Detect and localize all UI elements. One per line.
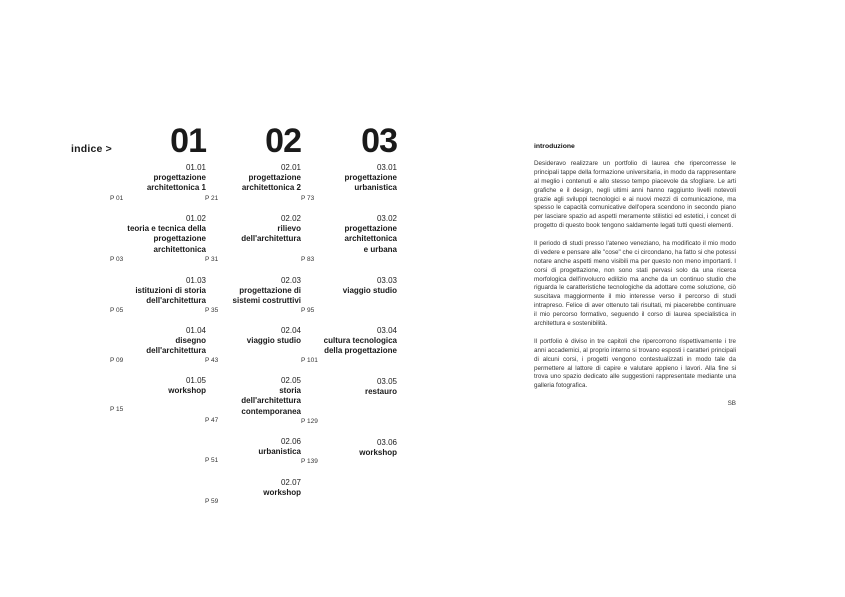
entry-number: 01.04 <box>185 326 206 335</box>
index-entry[interactable] <box>301 377 397 425</box>
entry-page: P 73 <box>301 195 315 202</box>
entry-title: istituzioni di storia dell'architettura <box>135 286 206 306</box>
entry-page: P 31 <box>205 256 219 263</box>
introduction-heading: introduzione <box>534 143 575 150</box>
entry-number: 02.02 <box>280 214 301 223</box>
entry-title: viaggio studio <box>246 336 301 345</box>
index-entry[interactable] <box>110 276 206 314</box>
entry-page: P 01 <box>110 195 124 202</box>
entry-title: progettazione urbanistica <box>344 173 397 193</box>
index-entry[interactable] <box>205 376 301 424</box>
introduction-section <box>534 143 736 409</box>
signature: SB <box>727 400 736 408</box>
entry-title: progettazione architettonica e urbana <box>344 224 397 254</box>
entry-title: rilievo dell'architettura <box>241 224 301 244</box>
entry-title: workshop <box>263 488 301 497</box>
entry-page: P 43 <box>205 357 219 364</box>
entry-number: 03.01 <box>376 163 397 172</box>
chapter-column-01 <box>110 0 206 597</box>
entry-number: 02.07 <box>280 478 301 487</box>
entry-page: P 59 <box>205 498 219 505</box>
entry-number: 03.03 <box>376 276 397 285</box>
entry-title: workshop <box>359 448 397 457</box>
entry-page: P 03 <box>110 256 124 263</box>
entry-number: 02.01 <box>280 163 301 172</box>
index-entry[interactable] <box>301 326 397 364</box>
entry-number: 02.06 <box>280 437 301 446</box>
index-entry[interactable] <box>205 214 301 263</box>
entry-number: 02.03 <box>280 276 301 285</box>
introduction-paragraph: Il portfolio è diviso in tre capitoli che ripercorrono rispettivamente i tre anni accademici, al proprio interno si trovano esposti i caratteri principali di alcuni corsi, i progetti vengono contestualizzati in modo tale da permettere al lattore di capire e valutare appieno i lavori. Alla fine si trova uno spazio dedicato alle suggestioni rappresentate mediante una galleria fotografica. <box>534 337 736 390</box>
entry-title: workshop <box>168 386 206 395</box>
entry-number: 01.05 <box>185 376 206 385</box>
chapter-number: 02 <box>265 122 301 160</box>
entry-number: 02.05 <box>280 376 301 385</box>
entry-page: P 05 <box>110 307 124 314</box>
entry-page: P 21 <box>205 195 219 202</box>
entry-page: P 47 <box>205 417 219 424</box>
index-entry[interactable] <box>110 326 206 364</box>
index-entry[interactable] <box>205 326 301 364</box>
entry-page: P 51 <box>205 457 219 464</box>
entry-number: 03.02 <box>376 214 397 223</box>
introduction-paragraph: Il periodo di studi presso l'ateneo veneziano, ha modificato il mio modo di vedere e pensare alle "cose" che ci circondano, ha fatto si che potessi notare anche aspetti meno visibili ma per questo non meno importanti. I corsi di progettazione, non sono stati pervasi solo da una ricerca morfologica dell'involucro edilizio ma anche da un continuo studio che riguarda le caratteristiche tecnologiche da adottare come soluzione, ciò suscitava maggiormente il mio interesse verso il percorso di studi intrapreso. Felice di aver ottenuto tali risultati, mi piacerebbe continuare il mio percorso formativo, seguendo il corso di laurea specialistica in architettura e sostenibilità. <box>534 239 736 328</box>
index-entry[interactable] <box>205 163 301 202</box>
entry-title: progettazione architettonica 1 <box>146 173 206 193</box>
entry-title: urbanistica <box>258 447 301 456</box>
chapter-column-02 <box>205 0 301 597</box>
index-entry[interactable] <box>110 376 206 413</box>
index-entry[interactable] <box>301 214 397 263</box>
chapter-number: 03 <box>361 122 397 160</box>
index-entry[interactable] <box>205 276 301 314</box>
introduction-paragraph: Desideravo realizzare un portfolio di laurea che ripercorresse le principali tappe della formazione universitaria, in modo da rappresentare al meglio i contenuti e allo stesso tempo piacevole da sfogliare. Le arti grafiche e il design, negli ultimi anni hanno raggiunto livelli notevoli grazie agli sviluppi tecnologici e ai nuovi mezzi di comunicazione, ma spesso le capacità comunicative dell'opera scendono in secondo piano per lasciare spazio ad aspetti meramente stilistici ed estetici, i concet di progetto di questo book tengono saldamente legati tutti questi elementi. <box>534 159 736 230</box>
entry-title: teoria e tecnica della progettazione architettonica <box>127 224 206 254</box>
index-label: indice > <box>71 143 112 155</box>
entry-title: storia dell'architettura contemporanea <box>241 386 301 416</box>
entry-number: 01.01 <box>185 163 206 172</box>
chapter-number: 01 <box>170 122 206 160</box>
index-entry[interactable] <box>301 276 397 314</box>
entry-page: P 83 <box>301 256 315 263</box>
index-entry[interactable] <box>301 438 397 465</box>
entry-title: viaggio studio <box>342 286 397 295</box>
entry-number: 03.05 <box>376 377 397 386</box>
entry-title: disegno dell'architettura <box>146 336 206 356</box>
entry-number: 03.06 <box>376 438 397 447</box>
index-entry[interactable] <box>301 163 397 202</box>
entry-number: 01.03 <box>185 276 206 285</box>
entry-page: P 09 <box>110 357 124 364</box>
chapter-column-03 <box>301 0 397 597</box>
index-entry[interactable] <box>205 437 301 464</box>
entry-page: P 129 <box>301 418 318 425</box>
entry-title: progettazione di sistemi costruttivi <box>232 286 301 306</box>
entry-number: 03.04 <box>376 326 397 335</box>
entry-page: P 35 <box>205 307 219 314</box>
entry-number: 01.02 <box>185 214 206 223</box>
entry-page: P 139 <box>301 458 318 465</box>
entry-page: P 101 <box>301 357 318 364</box>
index-entry[interactable] <box>110 163 206 202</box>
index-entry[interactable] <box>205 478 301 505</box>
entry-title: restauro <box>364 387 397 396</box>
entry-number: 02.04 <box>280 326 301 335</box>
entry-page: P 95 <box>301 307 315 314</box>
entry-page: P 15 <box>110 406 124 413</box>
entry-title: cultura tecnologica della progettazione <box>323 336 397 356</box>
index-entry[interactable] <box>110 214 206 263</box>
entry-title: progettazione architettonica 2 <box>241 173 301 193</box>
